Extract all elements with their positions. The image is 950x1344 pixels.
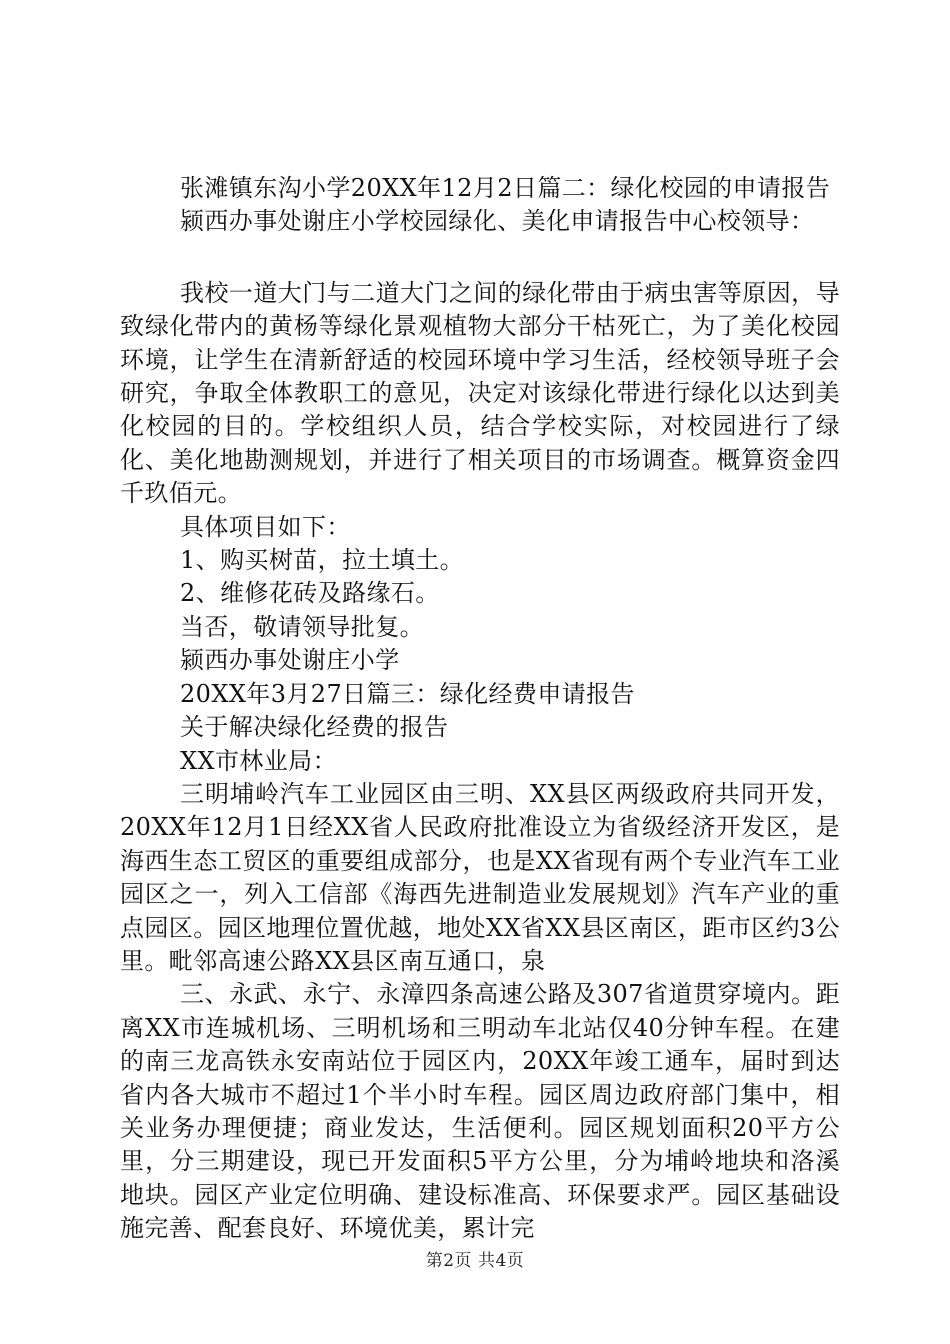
paragraph-body-3: 三、永武、永宁、永漳四条高速公路及307省道贯穿境内。距离XX市连城机场、三明机场和三明动车北站仅40分钟车程。在建的南三龙高铁永安南站位于园区内，20XX年竣工通车，届时到达省内各大城市不超过1个半小时车程。园区周边政府部门集中，相关业务办理便捷；商业发达，生活便利。园区规划面积20平方公里，分三期建设，现已开发面积5平方公里，分为埔岭地块和洛溪地块。园区产业定位明确、建设标准高、环保要求严。园区基础设施完善、配套良好、环境优美，累计完 [120, 980, 840, 1243]
paragraph-spacer [120, 239, 840, 277]
page-number-footer: 第2页 共4页 [425, 1251, 525, 1271]
paragraph-addressee: XX市林业局： [180, 746, 337, 775]
paragraph-body-2: 三明埔岭汽车工业园区由三明、XX县区两级政府共同开发，20XX年12月1日经XX省人民政府批准设立为省级经济开发区，是海西生态工贸区的重要组成部分，也是XX省现有两个专业汽车工业园区之一，列入工信部《海西先进制造业发展规划》汽车产业的重点园区。园区地理位置优越，地处XX省XX县区南区，距市区约3公里。毗邻高速公路XX县区南互通口，泉 [120, 779, 841, 975]
paragraph-heading-1: 张滩镇东沟小学20XX年12月2日篇二：绿化校园的申请报告 [180, 174, 831, 202]
paragraph-signature: 颍西办事处谢庄小学 [180, 646, 400, 675]
paragraph-list-intro: 具体项目如下： [180, 512, 351, 541]
paragraph-list-item-1: 1、购买树苗，拉土填土。 [180, 546, 465, 575]
paragraph-heading-2: 颍西办事处谢庄小学校园绿化、美化申请报告中心校领导： [180, 207, 815, 236]
paragraph-report-title: 关于解决绿化经费的报告 [180, 713, 449, 742]
document-body [120, 172, 840, 1246]
paragraph-date-section-3: 20XX年3月27日篇三：绿化经费申请报告 [180, 679, 635, 708]
paragraph-body-1: 我校一道大门与二道大门之间的绿化带由于病虫害等原因，导致绿化带内的黄杨等绿化景观植物大部分干枯死亡，为了美化校园环境，让学生在清新舒适的校园环境中学习生活，经校领导班子会研究，争取全体教职工的意见，决定对该绿化带进行绿化以达到美化校园的目的。学校组织人员，结合学校实际，对校园进行了绿化、美化地勘测规划，并进行了相关项目的市场调查。概算资金四千玖佰元。 [120, 278, 840, 508]
paragraph-list-item-2: 2、维修花砖及路缘石。 [180, 579, 440, 608]
paragraph-request: 当否，敬请领导批复。 [180, 612, 424, 641]
